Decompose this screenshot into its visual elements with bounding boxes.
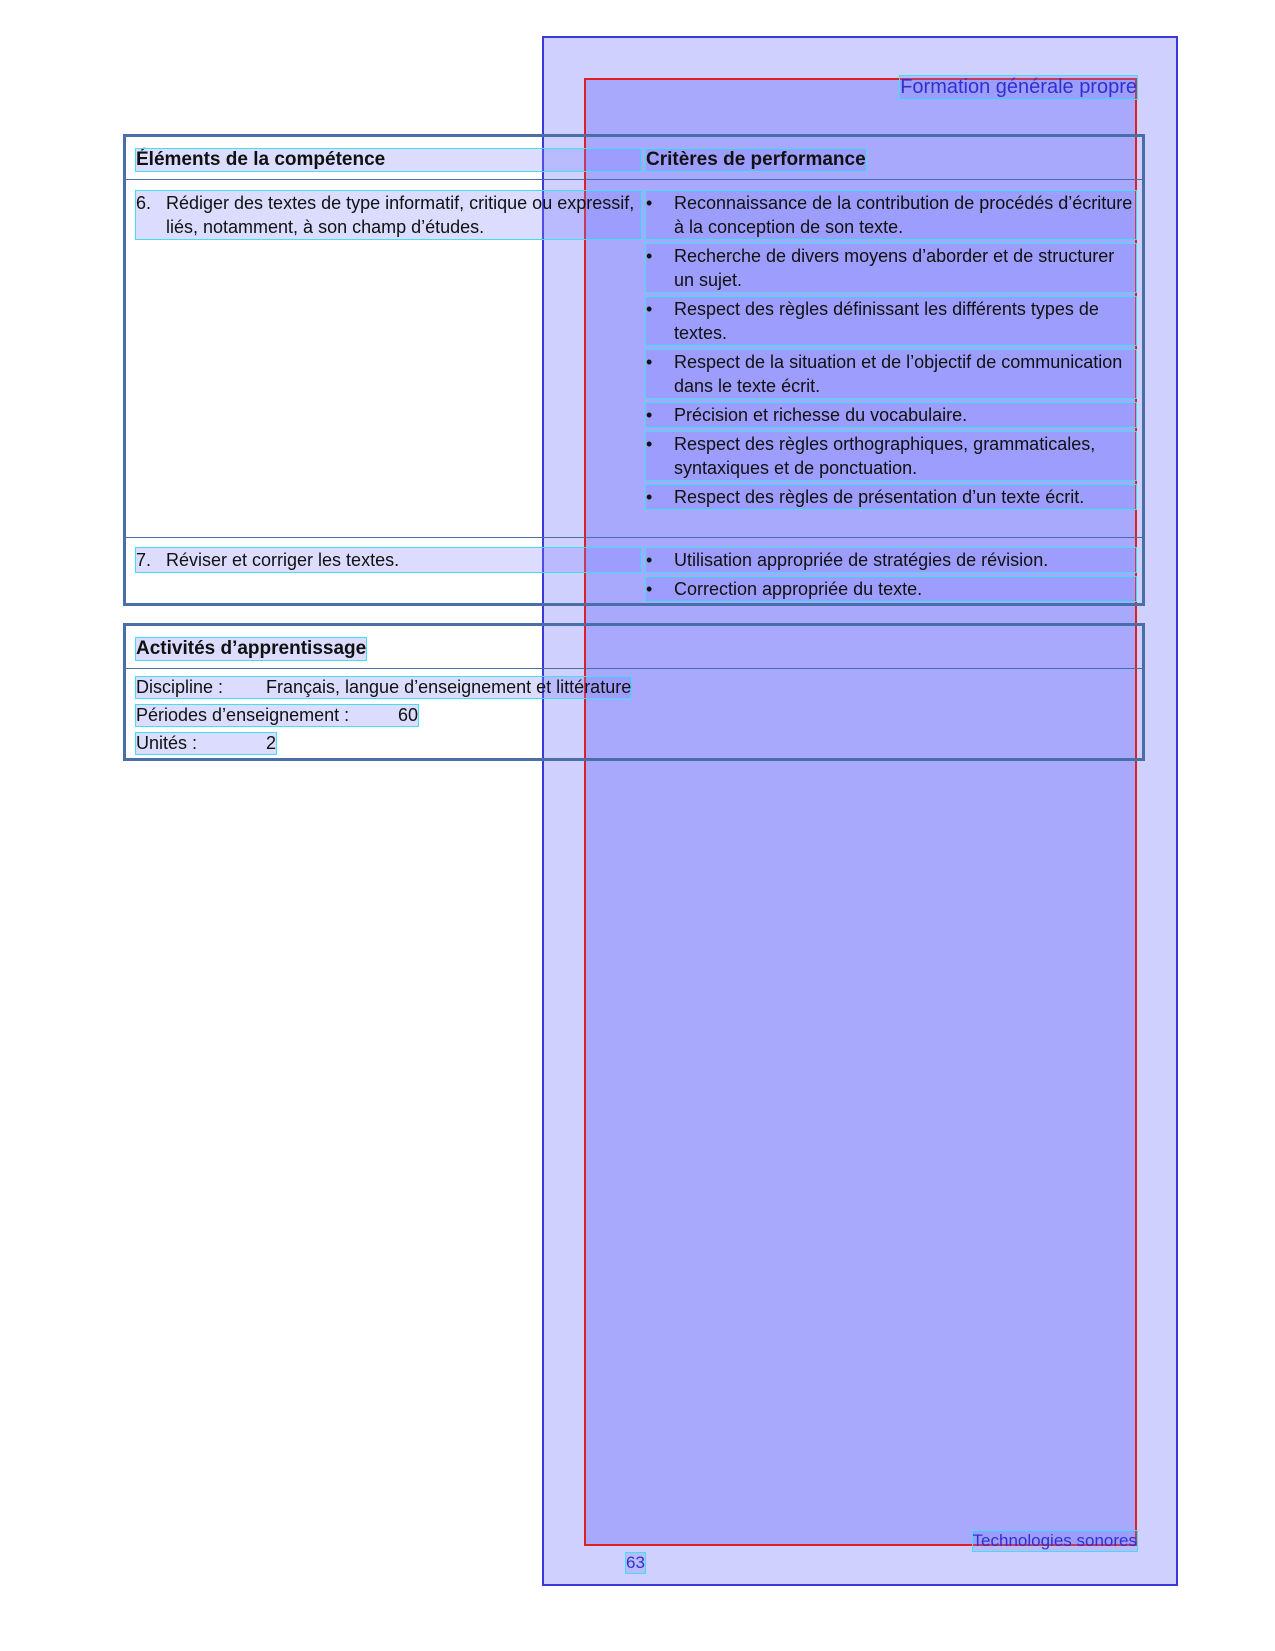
- bullet-icon: •: [646, 193, 653, 213]
- element-text: Réviser et corriger les textes.: [166, 550, 400, 570]
- criteria-item: • Recherche de divers moyens d’aborder et de structurer un sujet.: [646, 244, 1136, 292]
- bullet-icon: •: [646, 405, 653, 425]
- bullet-icon: •: [646, 434, 653, 454]
- bullet-icon: •: [646, 352, 653, 372]
- bullet-icon: •: [646, 487, 653, 507]
- activities-title: Activités d’apprentissage: [136, 638, 367, 659]
- bullet-icon: •: [646, 246, 653, 266]
- page-number: 63: [626, 1553, 645, 1572]
- bullet-icon: •: [646, 299, 653, 319]
- criteria-item: • Respect de la situation et de l’objectif de communication dans le texte écrit.: [646, 350, 1136, 398]
- discipline-value: Français, langue d’enseignement et littérature: [266, 677, 632, 697]
- criteria-item: • Utilisation appropriée de stratégies de révision.: [646, 548, 1136, 572]
- bullet-icon: •: [646, 550, 653, 570]
- col-header-criteria: Critères de performance: [646, 149, 866, 170]
- bullet-icon: •: [646, 579, 653, 599]
- criteria-list-6: [646, 191, 1136, 514]
- footer-program: Technologies sonores: [972, 1531, 1137, 1550]
- periods-label: Périodes d’enseignement :: [136, 705, 350, 725]
- criteria-item: • Précision et richesse du vocabulaire.: [646, 403, 1136, 427]
- element-number: 6.: [136, 193, 152, 213]
- criteria-item: • Respect des règles de présentation d’un texte écrit.: [646, 485, 1136, 509]
- discipline-label: Discipline :: [136, 677, 224, 697]
- criteria-list-7: [646, 548, 1136, 606]
- units-value: 2: [266, 733, 277, 753]
- criteria-item: • Respect des règles définissant les différents types de textes.: [646, 297, 1136, 345]
- periods-value: 60: [398, 705, 419, 725]
- units-label: Unités :: [136, 733, 198, 753]
- element-number: 7.: [136, 550, 152, 570]
- element-item-6: [136, 191, 641, 239]
- header-divider: [126, 179, 1142, 180]
- col-header-elements: Éléments de la compétence: [136, 149, 641, 171]
- row-divider: [126, 537, 1142, 538]
- element-item-7: [136, 548, 641, 572]
- activities-divider: [126, 668, 1142, 669]
- criteria-item: • Respect des règles orthographiques, grammaticales, syntaxiques et de ponctuation.: [646, 432, 1136, 480]
- periods-row: [136, 705, 418, 726]
- page-header-title: Formation générale propre: [900, 76, 1137, 98]
- criteria-item: • Correction appropriée du texte.: [646, 577, 1136, 601]
- activities-table: [123, 623, 1145, 761]
- competence-table: [123, 134, 1145, 606]
- units-row: [136, 733, 276, 754]
- criteria-item: • Reconnaissance de la contribution de procédés d’écriture à la conception de son texte.: [646, 191, 1136, 239]
- element-text: Rédiger des textes de type informatif, critique ou expressif, liés, notamment, à son champ d’études.: [166, 193, 635, 237]
- discipline-row: [136, 677, 631, 698]
